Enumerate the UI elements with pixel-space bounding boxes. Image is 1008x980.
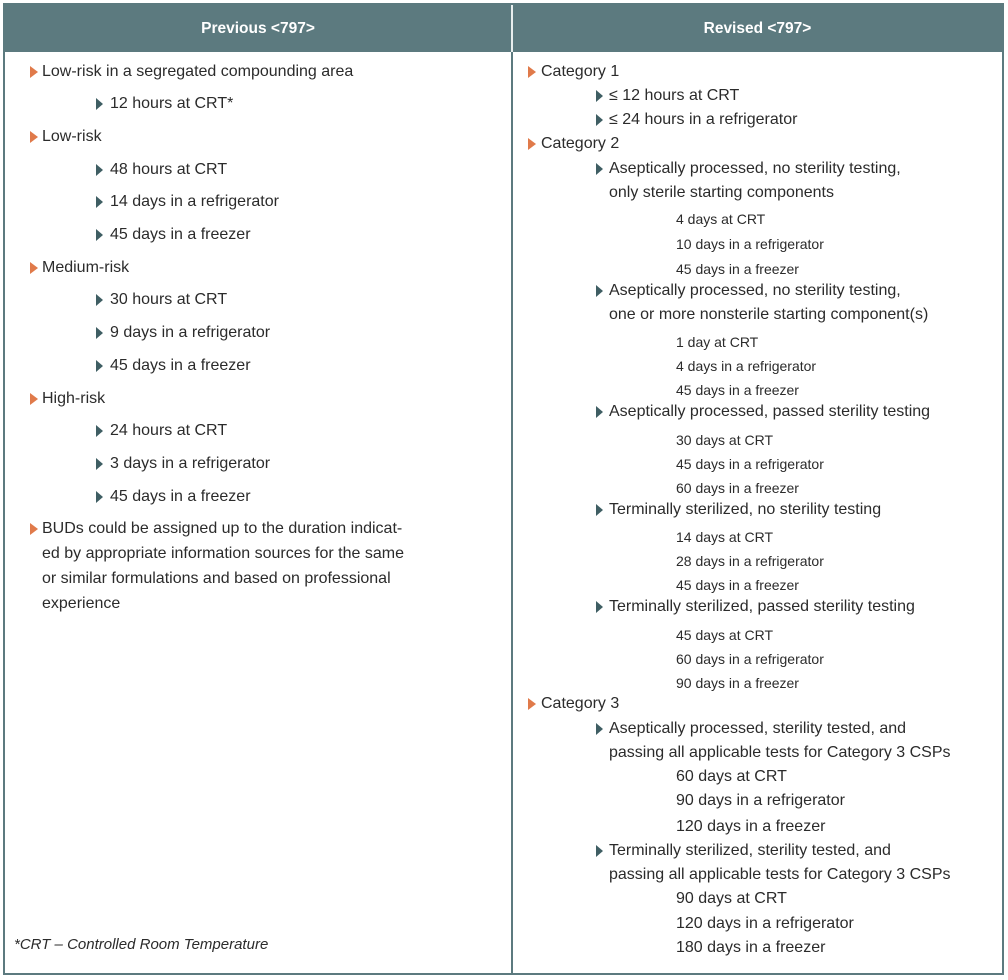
previous-item-level-2: 14 days in a refrigerator: [110, 193, 279, 210]
teal-bullet-icon: [596, 601, 603, 613]
orange-bullet-icon: [30, 393, 38, 405]
orange-bullet-icon: [528, 138, 536, 150]
previous-item-level-2: 45 days in a freezer: [110, 488, 251, 505]
footnote: *CRT – Controlled Room Temperature: [14, 936, 269, 953]
teal-bullet-icon: [96, 164, 103, 176]
previous-item-level-1: or similar formulations and based on professional: [42, 570, 391, 587]
previous-item-level-1: BUDs could be assigned up to the duration indicat-: [42, 520, 403, 537]
teal-bullet-icon: [96, 425, 103, 437]
teal-bullet-icon: [96, 294, 103, 306]
teal-bullet-icon: [96, 98, 103, 110]
revised-item-level-3: 45 days in a freezer: [676, 577, 799, 593]
orange-bullet-icon: [30, 131, 38, 143]
revised-item-level-3: 90 days in a freezer: [676, 675, 799, 691]
revised-item-level-2: ≤ 24 hours in a refrigerator: [609, 111, 798, 128]
revised-item-level-1: Category 3: [541, 695, 620, 712]
previous-item-level-2: 48 hours at CRT: [110, 161, 228, 178]
orange-bullet-icon: [30, 523, 38, 535]
previous-item-level-2: 45 days in a freezer: [110, 357, 251, 374]
previous-item-level-2: 3 days in a refrigerator: [110, 455, 271, 472]
previous-item-level-2: 12 hours at CRT*: [110, 95, 234, 112]
teal-bullet-icon: [96, 229, 103, 241]
teal-bullet-icon: [596, 845, 603, 857]
teal-bullet-icon: [596, 406, 603, 418]
teal-bullet-icon: [96, 360, 103, 372]
orange-bullet-icon: [528, 66, 536, 78]
column-divider: [511, 52, 513, 973]
previous-item-level-1: Medium-risk: [42, 259, 130, 276]
revised-item-level-3: 45 days at CRT: [676, 627, 774, 643]
teal-bullet-icon: [596, 163, 603, 175]
header-revised: Revised <797>: [703, 20, 812, 37]
revised-item-level-2: Aseptically processed, sterility tested, and: [609, 720, 907, 737]
revised-item-level-2: passing all applicable tests for Category 3 CSPs: [609, 866, 951, 883]
revised-item-level-1: Category 2: [541, 135, 620, 152]
revised-item-level-1: Category 1: [541, 63, 620, 80]
previous-item-level-1: experience: [42, 595, 121, 612]
teal-bullet-icon: [596, 723, 603, 735]
teal-bullet-icon: [96, 458, 103, 470]
revised-item-level-3: 90 days at CRT: [676, 890, 787, 907]
revised-item-level-2: Terminally sterilized, passed sterility testing: [609, 598, 915, 615]
teal-bullet-icon: [596, 504, 603, 516]
revised-item-level-2: Terminally sterilized, sterility tested, and: [609, 842, 891, 859]
orange-bullet-icon: [528, 698, 536, 710]
revised-item-level-3: 90 days in a refrigerator: [676, 792, 845, 809]
revised-item-level-3: 28 days in a refrigerator: [676, 553, 824, 569]
orange-bullet-icon: [30, 66, 38, 78]
revised-item-level-2: Aseptically processed, passed sterility testing: [609, 403, 931, 420]
teal-bullet-icon: [96, 327, 103, 339]
teal-bullet-icon: [96, 196, 103, 208]
revised-item-level-3: 1 day at CRT: [676, 334, 759, 350]
revised-item-level-2: one or more nonsterile starting component(s): [609, 306, 929, 323]
revised-item-level-2: passing all applicable tests for Category 3 CSPs: [609, 744, 951, 761]
header-previous: Previous <797>: [201, 20, 315, 37]
revised-item-level-3: 60 days at CRT: [676, 768, 787, 785]
revised-item-level-2: only sterile starting components: [609, 184, 834, 201]
revised-item-level-3: 60 days in a refrigerator: [676, 651, 824, 667]
revised-item-level-3: 4 days at CRT: [676, 211, 766, 227]
previous-item-level-2: 9 days in a refrigerator: [110, 324, 271, 341]
previous-item-level-1: Low-risk: [42, 128, 102, 145]
revised-item-level-3: 4 days in a refrigerator: [676, 358, 817, 374]
revised-item-level-3: 60 days in a freezer: [676, 480, 799, 496]
revised-item-level-3: 10 days in a refrigerator: [676, 236, 824, 252]
revised-item-level-3: 45 days in a freezer: [676, 382, 799, 398]
revised-item-level-3: 14 days at CRT: [676, 529, 774, 545]
revised-item-level-3: 45 days in a freezer: [676, 261, 799, 277]
table-header: [5, 5, 1002, 52]
previous-item-level-1: High-risk: [42, 390, 106, 407]
teal-bullet-icon: [596, 114, 603, 126]
revised-item-level-3: 30 days at CRT: [676, 432, 774, 448]
revised-item-level-3: 45 days in a refrigerator: [676, 456, 824, 472]
teal-bullet-icon: [596, 285, 603, 297]
teal-bullet-icon: [96, 491, 103, 503]
revised-item-level-2: Terminally sterilized, no sterility testing: [609, 501, 882, 518]
teal-bullet-icon: [596, 90, 603, 102]
revised-item-level-2: Aseptically processed, no sterility testing,: [609, 160, 901, 177]
revised-item-level-2: Aseptically processed, no sterility testing,: [609, 282, 901, 299]
revised-item-level-3: 120 days in a freezer: [676, 818, 826, 835]
revised-item-level-2: ≤ 12 hours at CRT: [609, 87, 740, 104]
previous-item-level-1: Low-risk in a segregated compounding area: [42, 63, 354, 80]
previous-item-level-2: 30 hours at CRT: [110, 291, 228, 308]
revised-item-level-3: 120 days in a refrigerator: [676, 915, 854, 932]
previous-item-level-2: 45 days in a freezer: [110, 226, 251, 243]
orange-bullet-icon: [30, 262, 38, 274]
previous-item-level-1: ed by appropriate information sources for the same: [42, 545, 404, 562]
previous-item-level-2: 24 hours at CRT: [110, 422, 228, 439]
revised-item-level-3: 180 days in a freezer: [676, 939, 826, 956]
